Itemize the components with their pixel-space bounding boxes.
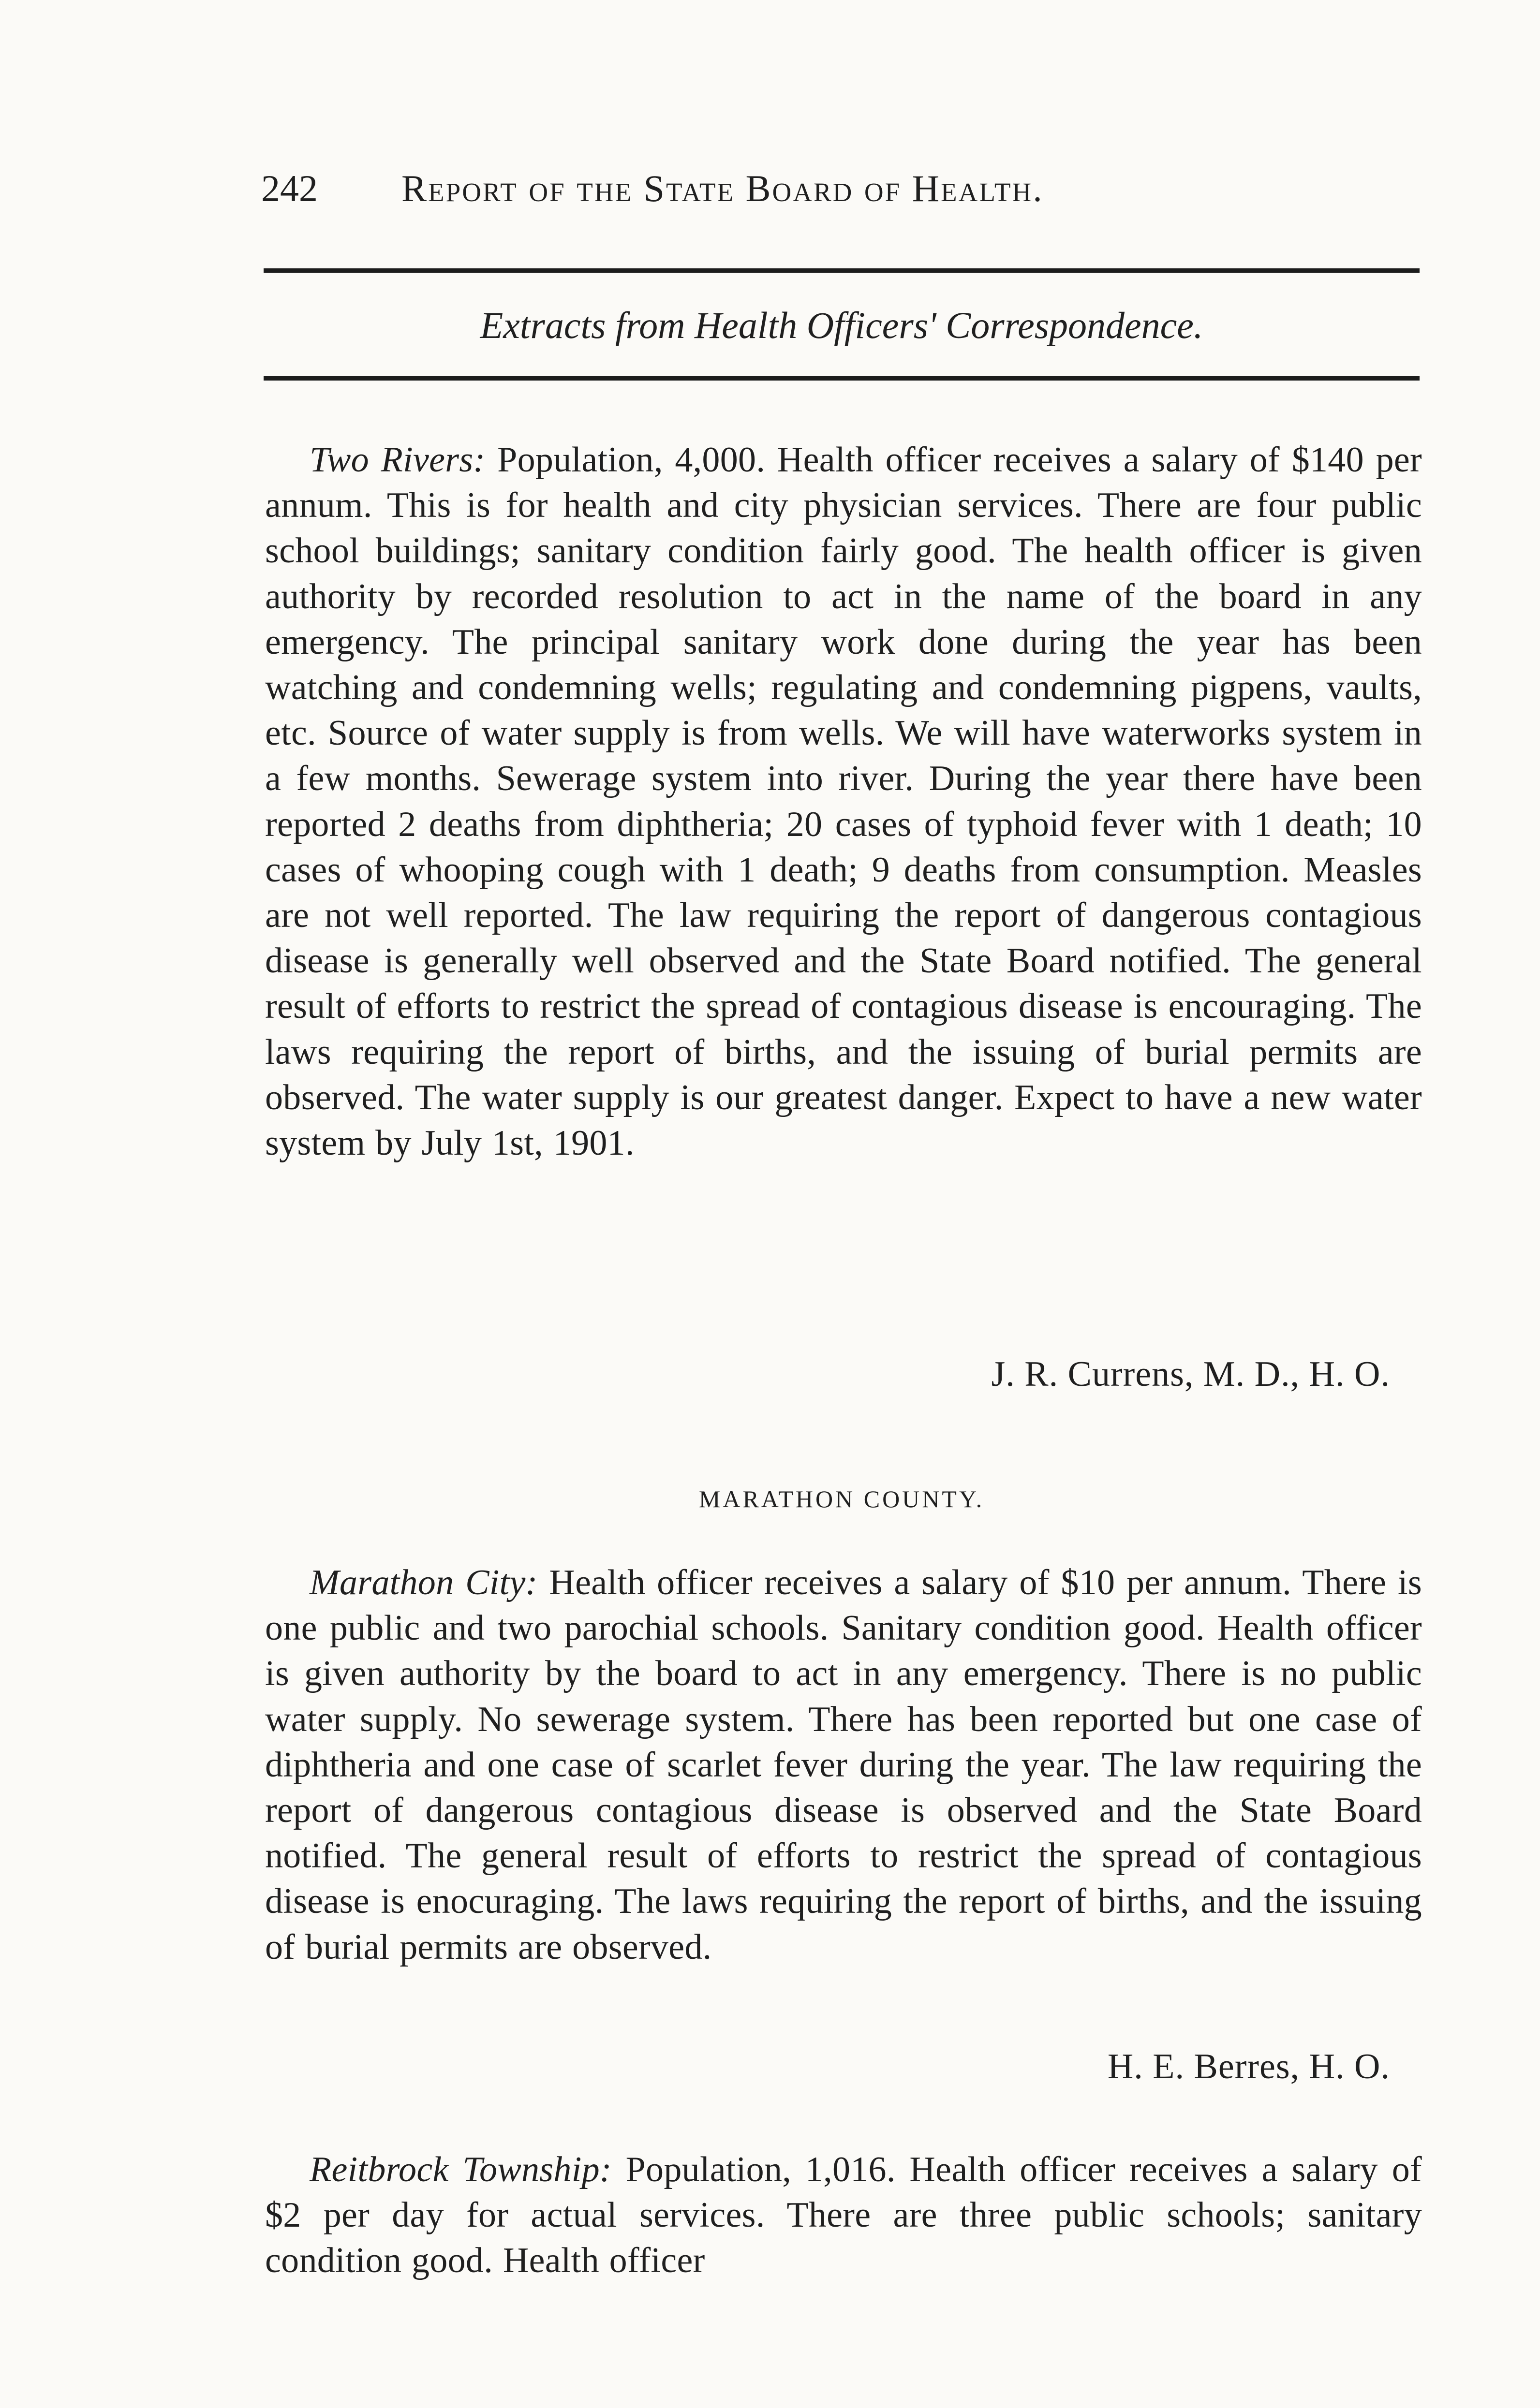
county-heading: MARATHON COUNTY.: [698, 1485, 985, 1512]
top-rule: [264, 268, 1420, 273]
entry-marathon-city: [265, 1560, 1422, 1970]
signature-berres: H. E. Berres, H. O.: [1107, 2047, 1390, 2086]
page-header: [261, 160, 1422, 218]
place-name: Two Rivers:: [310, 440, 486, 480]
entry-reitbrock-township: [265, 2147, 1422, 2284]
signature-currens: J. R. Currens, M. D., H. O.: [991, 1354, 1390, 1394]
bottom-rule: [264, 376, 1420, 381]
entry-text: Population, 4,000. Health officer receives a salary of $140 per annum. This is for health and city physician services. There are four public school buildings; sanitary condition fairly good. The health officer is given authority by recorded resolution to act in the name of the board in any emergency. The principal sanitary work done during the year has been watching and condemning wells; regulating and condemning pigpens, vaults, etc. Source of water supply is from wells. We will have waterworks system in a few months. Sewerage system into river. During the year there have been reported 2 deaths from diphtheria; 20 cases of typhoid fever with 1 death; 10 cases of whooping cough with 1 death; 9 deaths from consumption. Measles are not well reported. The law requiring the report of dangerous contagious disease is generally well observed and the State Board notified. The general result of efforts to restrict the spread of contagious disease is encouraging. The laws requiring the report of births, and the issuing of burial permits are observed. The water supply is our greatest danger. Expect to have a new water system by July 1st, 1901.: [265, 440, 1422, 1163]
place-name: Reitbrock Township:: [310, 2150, 612, 2189]
running-head: Report of the State Board of Health.: [401, 167, 1044, 209]
section-title: Extracts from Health Officers' Correspondence.: [480, 304, 1203, 346]
entry-text: Health officer receives a salary of $10 per annum. There is one public and two parochial schools. Sanitary condition good. Health officer is given authority by the board to act in any emergency. There is no public water supply. No sewerage system. There has been reported but one case of diphtheria and one case of scarlet fever during the year. The law requiring the report of dangerous contagious disease is observed and the State Board notified. The general result of efforts to restrict the spread of contagious disease is enocuraging. The laws requiring the report of births, and the issuing of burial permits are observed.: [265, 1563, 1422, 1967]
place-name: Marathon City:: [310, 1563, 538, 1602]
entry-two-rivers: [265, 437, 1422, 1166]
page-number: 242: [261, 167, 318, 209]
entry-text: Population, 1,016. Health officer receives a salary of $2 per day for actual services. There are three public schools; sanitary condition good. Health officer: [265, 2150, 1422, 2281]
